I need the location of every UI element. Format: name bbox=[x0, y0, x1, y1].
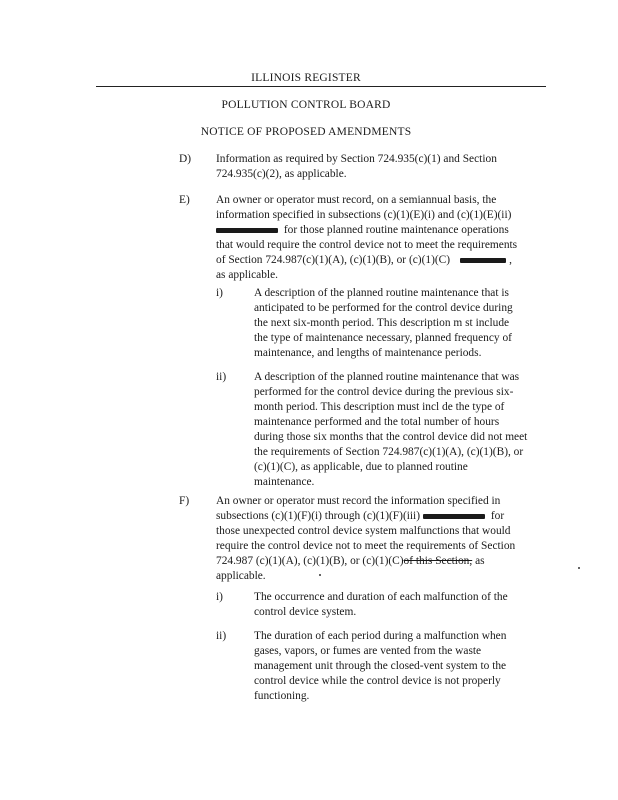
item-marker-e: E) bbox=[179, 194, 190, 206]
text-line: A description of the planned routine maintenance that is bbox=[254, 287, 509, 299]
text-line: that would require the control device not to meet the requirements bbox=[216, 239, 518, 251]
struck-text: of this Section, bbox=[403, 555, 473, 567]
sub-marker-e-i: i) bbox=[216, 287, 223, 299]
text-line: A description of the planned routine maintenance that was bbox=[254, 371, 520, 383]
text-line: those unexpected control device system malfunctions that would bbox=[216, 525, 511, 537]
item-marker-f: F) bbox=[179, 495, 190, 507]
redaction-mark bbox=[460, 258, 506, 263]
text-line: An owner or operator must record the information specified in bbox=[216, 495, 501, 507]
register-title: ILLINOIS REGISTER bbox=[251, 72, 361, 84]
text-line-with-strike bbox=[216, 554, 536, 569]
text-line: maintenance. bbox=[254, 476, 315, 488]
text-fragment: 724.987 (c)(1)(A), (c)(1)(B), or (c)(1)(C) bbox=[216, 555, 404, 567]
text-fragment: for those planned routine maintenance operations bbox=[283, 224, 509, 236]
header-rule bbox=[96, 86, 546, 87]
redaction-mark bbox=[423, 514, 485, 519]
text-fragment: subsections (c)(1)(F)(i) through (c)(1)(F)(iii) bbox=[216, 510, 421, 522]
item-f-ii-text bbox=[254, 629, 574, 704]
text-line: The duration of each period during a malfunction when bbox=[254, 630, 507, 642]
text-line: information specified in subsections (c)(1)(E)(i) and (c)(1)(E)(ii) bbox=[216, 209, 512, 221]
item-marker-d: D) bbox=[179, 153, 192, 165]
text-line: the requirements of Section 724.987(c)(1)(A), (c)(1)(B), or bbox=[254, 446, 524, 458]
notice-title: NOTICE OF PROPOSED AMENDMENTS bbox=[200, 126, 412, 138]
text-line: during those six months that the control device did not meet bbox=[254, 431, 528, 443]
scan-speck bbox=[578, 567, 580, 569]
text-line: The occurrence and duration of each malfunction of the bbox=[254, 591, 508, 603]
item-d-text bbox=[216, 152, 536, 182]
text-line: maintenance, and lengths of maintenance periods. bbox=[254, 347, 482, 359]
scan-speck bbox=[319, 574, 321, 576]
sub-marker-f-ii: ii) bbox=[216, 630, 227, 642]
text-line: control device while the control device is not properly bbox=[254, 675, 501, 687]
text-line-with-redaction bbox=[216, 509, 536, 524]
text-line-with-redaction: of Section 724.987(c)(1)(A), (c)(1)(B), or (c)(1)(C) , bbox=[216, 254, 512, 266]
text-line: management unit through the closed-vent system to the bbox=[254, 660, 507, 672]
redaction-mark bbox=[216, 228, 278, 233]
text-line: control device system. bbox=[254, 606, 357, 618]
text-line: functioning. bbox=[254, 690, 310, 702]
sub-marker-e-ii: ii) bbox=[216, 371, 227, 383]
text-fragment: for bbox=[490, 510, 505, 522]
text-line-with-redaction bbox=[216, 223, 536, 238]
item-f-i-text bbox=[254, 590, 574, 620]
text-line: An owner or operator must record, on a semiannual basis, the bbox=[216, 194, 497, 206]
text-line: gases, vapors, or fumes are vented from the waste bbox=[254, 645, 482, 657]
item-e-i-text bbox=[254, 286, 574, 361]
text-line: 724.935(c)(2), as applicable. bbox=[216, 168, 347, 180]
sub-marker-f-i: i) bbox=[216, 591, 223, 603]
text-fragment: as bbox=[475, 555, 485, 567]
text-line: applicable. bbox=[216, 570, 266, 582]
text-fragment: of Section 724.987(c)(1)(A), (c)(1)(B), or (c)(1)(C) bbox=[216, 254, 451, 266]
text-line: (c)(1)(C), as applicable, due to planned routine bbox=[254, 461, 468, 473]
item-e-text bbox=[216, 193, 536, 283]
text-line: the type of maintenance necessary, planned frequency of bbox=[254, 332, 512, 344]
item-e-ii-text bbox=[254, 370, 574, 490]
text-line: month period. This description must incl de the type of bbox=[254, 401, 505, 413]
text-line: performed for the control device during the previous six- bbox=[254, 386, 514, 398]
text-line: the next six-month period. This description m st include bbox=[254, 317, 510, 329]
text-line: anticipated to be performed for the control device during bbox=[254, 302, 513, 314]
agency-title: POLLUTION CONTROL BOARD bbox=[221, 99, 391, 111]
item-f-text bbox=[216, 494, 536, 584]
text-line: maintenance performed and the total number of hours bbox=[254, 416, 500, 428]
text-line: require the control device not to meet the requirements of Section bbox=[216, 540, 516, 552]
text-line: as applicable. bbox=[216, 269, 278, 281]
text-line: Information as required by Section 724.935(c)(1) and Section bbox=[216, 153, 497, 165]
